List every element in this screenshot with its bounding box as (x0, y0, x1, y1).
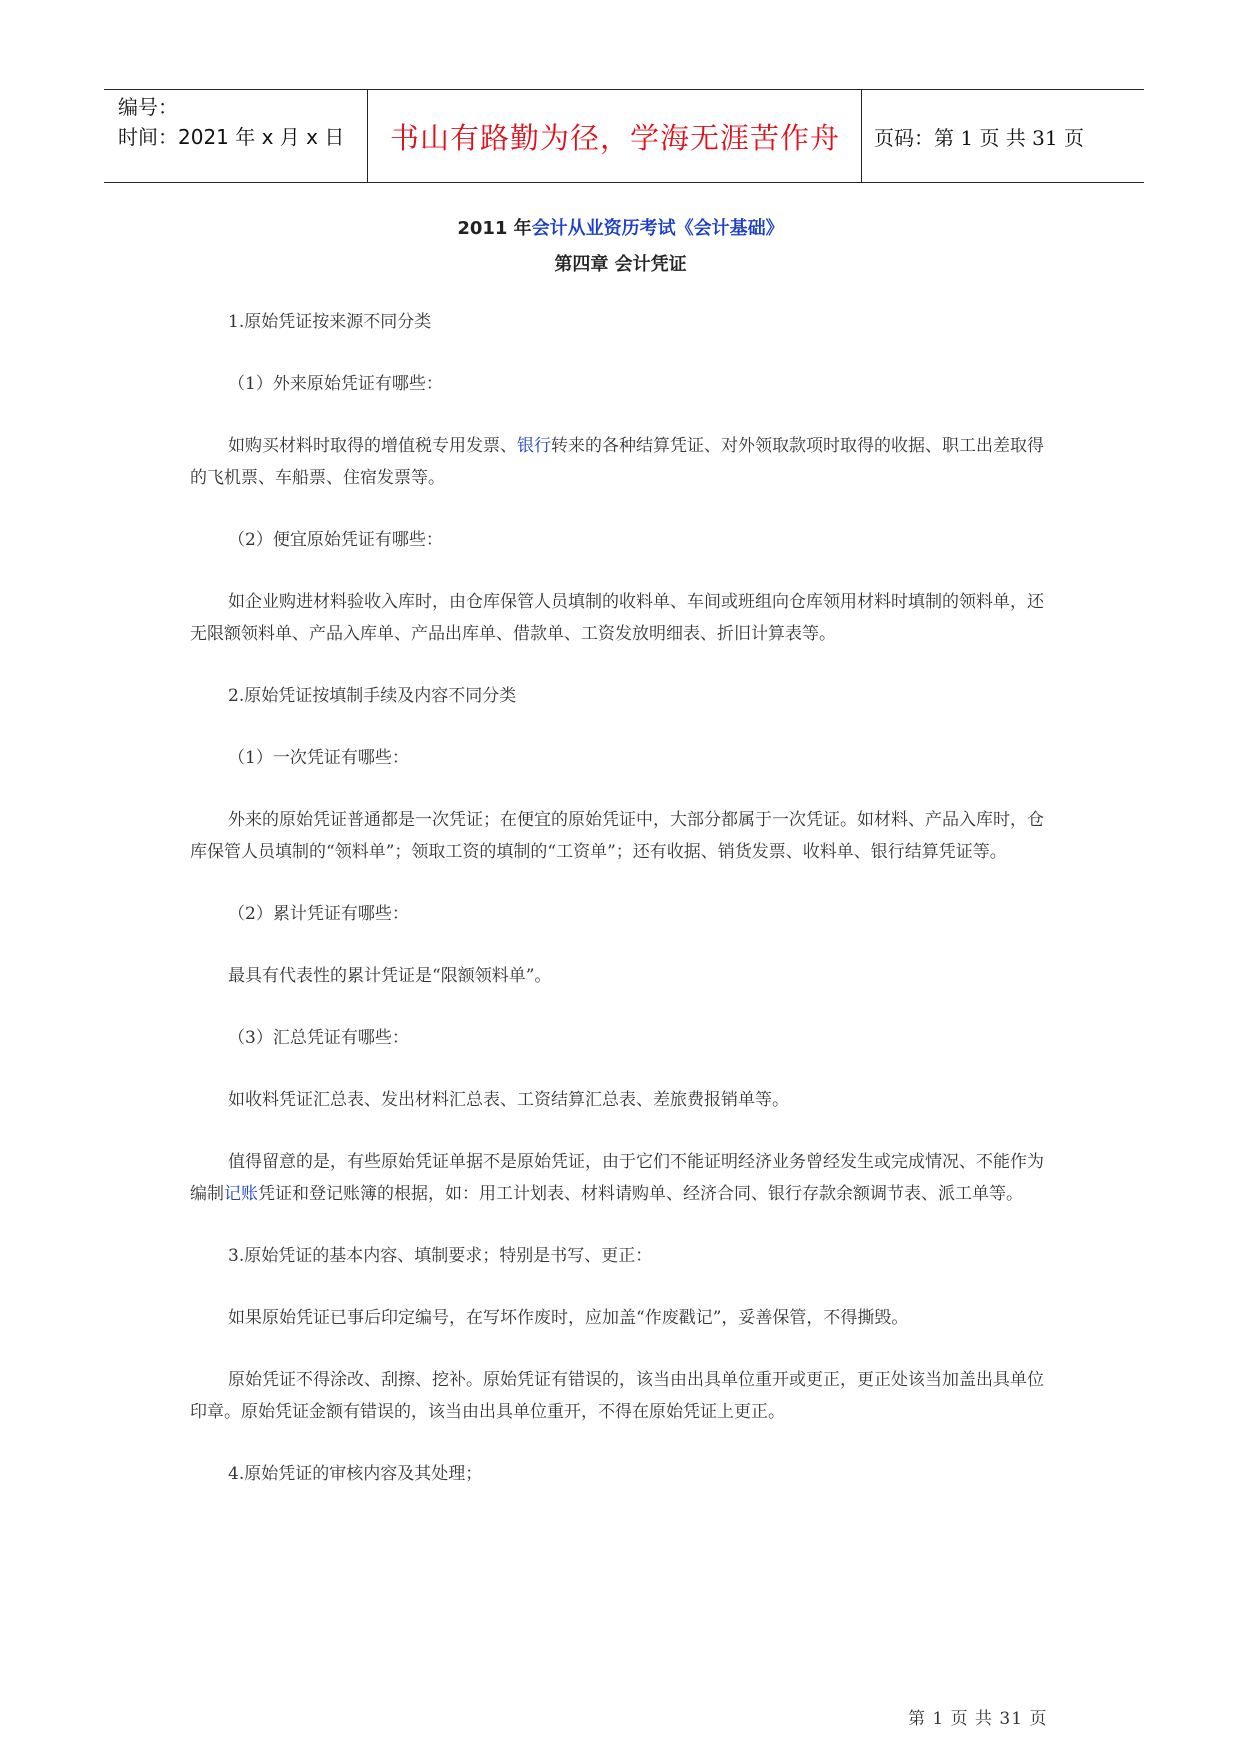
time-label: 时间：2021 年 x 月 x 日 (118, 125, 345, 149)
number-label: 编号： (118, 95, 178, 119)
header-motto: 书山有路勤为径，学海无涯苦作舟 (389, 120, 840, 155)
paragraph: 最具有代表性的累计凭证是“限额领料单”。 (228, 966, 552, 986)
document-body (190, 306, 1060, 1520)
paragraph: 1.原始凭证按来源不同分类 (228, 312, 432, 332)
bookkeeping-link[interactable]: 记账 (224, 1184, 258, 1204)
header-page-code: 页码：第 1 页 共 31 页 (874, 125, 1084, 150)
paragraph: 3.原始凭证的基本内容、填制要求；特别是书写、更正： (228, 1246, 653, 1266)
paragraph: （1）外来原始凭证有哪些： (228, 374, 443, 394)
paragraph: （2）便宜原始凭证有哪些： (228, 530, 443, 550)
paragraph: 2.原始凭证按填制手续及内容不同分类 (228, 686, 517, 706)
paragraph: 外来的原始凭证普通都是一次凭证；在便宜的原始凭证中，大部分都属于一次凭证。如材料、产品入库时，仓库保管人员填制的“领料单”；领取工资的填制的“工资单”；还有收据、销货发票、收料单、银行结算凭证等。 (190, 810, 1044, 862)
paragraph (190, 430, 1060, 494)
header-divider-left (367, 90, 368, 182)
paragraph-text: 如购买材料时取得的增值税专用发票、 (228, 436, 517, 456)
paragraph: （1）一次凭证有哪些： (228, 748, 409, 768)
document-title (0, 214, 1241, 240)
chapter-title: 第四章 会计凭证 (554, 254, 687, 275)
bank-link[interactable]: 银行 (517, 436, 551, 456)
paragraph: 如收料凭证汇总表、发出材料汇总表、工资结算汇总表、差旅费报销单等。 (228, 1090, 789, 1110)
paragraph: （3）汇总凭证有哪些： (228, 1028, 409, 1048)
page-footer: 第 1 页 共 31 页 (908, 1709, 1048, 1729)
paragraph: （2）累计凭证有哪些： (228, 904, 409, 924)
page-header (104, 89, 1144, 183)
paragraph-text: 凭证和登记账簿的根据，如：用工计划表、材料请购单、经济合同、银行存款余额调节表、派工单等。 (258, 1184, 1023, 1204)
paragraph: 如企业购进材料验收入库时，由仓库保管人员填制的收料单、车间或班组向仓库领用材料时填制的领料单，还无限额领料单、产品入库单、产品出库单、借款单、工资发放明细表、折旧计算表等。 (190, 592, 1044, 644)
paragraph: 原始凭证不得涂改、刮擦、挖补。原始凭证有错误的，该当由出具单位重开或更正，更正处该当加盖出具单位印章。原始凭证金额有错误的，该当由出具单位重开，不得在原始凭证上更正。 (190, 1370, 1044, 1422)
paragraph (190, 1146, 1060, 1210)
paragraph-text: 值得留意的是，有些原始凭证单据不是原始凭证，由于它们不能证明经济业务曾经发生或完成情况、不能作为编制 (190, 1152, 1044, 1204)
title-year: 2011 年 (457, 218, 532, 239)
paragraph: 4.原始凭证的审核内容及其处理； (228, 1464, 483, 1484)
title-exam-link[interactable]: 会计从业资历考试《会计基础》 (531, 218, 784, 239)
paragraph-text: 转来的各种结算凭证、对外领取款项时取得的收据、职工出差取得的飞机票、车船票、住宿发票等。 (190, 436, 1044, 488)
header-divider-right (861, 90, 862, 182)
paragraph: 如果原始凭证已事后印定编号，在写坏作废时，应加盖“作废戳记”，妥善保管，不得撕毁。 (228, 1308, 909, 1328)
header-meta (118, 92, 344, 152)
